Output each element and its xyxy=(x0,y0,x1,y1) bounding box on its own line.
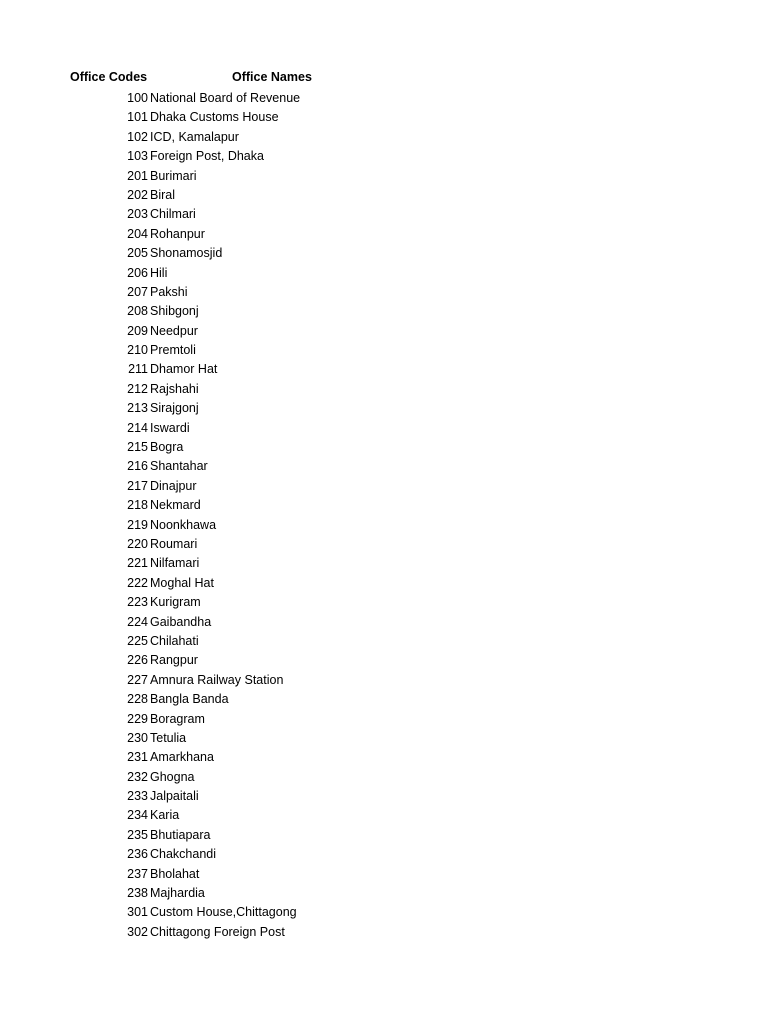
office-name: Hili xyxy=(150,265,168,280)
office-name: Custom House,Chittagong xyxy=(150,905,297,920)
office-name: Shonamosjid xyxy=(150,246,223,261)
table-row xyxy=(0,225,768,244)
office-code: 232 xyxy=(127,769,148,784)
office-code: 217 xyxy=(127,478,148,493)
table-row xyxy=(0,535,768,554)
table-row xyxy=(0,322,768,341)
table-row xyxy=(0,516,768,535)
table-row xyxy=(0,787,768,806)
office-name: Amnura Railway Station xyxy=(150,672,284,687)
table-row xyxy=(0,632,768,651)
office-code: 100 xyxy=(127,91,148,105)
table-row xyxy=(0,768,768,787)
office-code: 233 xyxy=(127,789,148,804)
office-code: 206 xyxy=(127,265,148,280)
office-name: Bogra xyxy=(150,440,184,455)
office-names-header: Office Names xyxy=(232,70,312,84)
office-name: Karia xyxy=(150,808,180,823)
office-name: Chakchandi xyxy=(150,847,217,862)
office-name: Kurigram xyxy=(150,595,201,610)
office-code: 230 xyxy=(127,730,148,745)
office-code: 225 xyxy=(127,633,148,648)
table-row xyxy=(0,457,768,476)
office-name: Noonkhawa xyxy=(150,517,217,532)
office-name: Ghogna xyxy=(150,769,195,784)
table-row xyxy=(0,826,768,845)
office-code: 224 xyxy=(127,614,148,629)
office-name: Bholahat xyxy=(150,866,200,881)
office-name: National Board of Revenue xyxy=(150,91,301,105)
office-name: Gaibandha xyxy=(150,614,212,629)
office-code: 205 xyxy=(127,246,148,261)
table-row xyxy=(0,360,768,379)
office-name: Bhutiapara xyxy=(150,827,211,842)
office-name: Nilfamari xyxy=(150,556,200,571)
table-row xyxy=(0,186,768,205)
office-name: Dinajpur xyxy=(150,478,197,493)
table-row xyxy=(0,884,768,903)
office-code: 103 xyxy=(127,149,148,164)
table-row xyxy=(0,419,768,438)
table-row xyxy=(0,438,768,457)
table-row xyxy=(0,89,768,108)
office-name: Shantahar xyxy=(150,459,208,474)
table-row xyxy=(0,496,768,515)
office-name: Dhaka Customs House xyxy=(150,110,279,125)
table-row xyxy=(0,613,768,632)
office-name: Chittagong Foreign Post xyxy=(150,924,285,939)
table-row xyxy=(0,671,768,690)
table-row xyxy=(0,341,768,360)
table-row xyxy=(0,380,768,399)
office-name: Chilmari xyxy=(150,207,196,222)
office-code: 220 xyxy=(127,536,148,551)
office-code: 207 xyxy=(127,284,148,299)
table-row xyxy=(0,903,768,922)
office-name: Rajshahi xyxy=(150,381,199,396)
office-code: 237 xyxy=(127,866,148,881)
table-row xyxy=(0,167,768,186)
office-list xyxy=(0,89,768,942)
office-code: 211 xyxy=(128,362,148,377)
office-code: 228 xyxy=(127,692,148,707)
office-code: 204 xyxy=(127,226,148,241)
office-code: 210 xyxy=(127,343,148,358)
office-name: Premtoli xyxy=(150,343,196,358)
table-row xyxy=(0,574,768,593)
office-code: 214 xyxy=(127,420,148,435)
table-row xyxy=(0,923,768,942)
office-name: Rohanpur xyxy=(150,226,205,241)
table-row xyxy=(0,865,768,884)
office-code: 102 xyxy=(127,129,148,144)
office-name: Tetulia xyxy=(150,730,187,745)
office-code: 216 xyxy=(127,459,148,474)
office-code: 226 xyxy=(127,653,148,668)
table-row xyxy=(0,147,768,166)
table-row xyxy=(0,690,768,709)
table-row xyxy=(0,554,768,573)
office-code: 238 xyxy=(127,886,148,901)
office-code: 219 xyxy=(127,517,148,532)
office-code: 215 xyxy=(127,440,148,455)
office-name: Foreign Post, Dhaka xyxy=(150,149,264,164)
office-code: 213 xyxy=(127,401,148,416)
table-row xyxy=(0,651,768,670)
office-code: 212 xyxy=(127,381,148,396)
office-name: Roumari xyxy=(150,536,198,551)
office-name: Needpur xyxy=(150,323,198,338)
office-code: 218 xyxy=(127,498,148,513)
office-code: 208 xyxy=(127,304,148,319)
table-row xyxy=(0,302,768,321)
table-row xyxy=(0,729,768,748)
office-code: 202 xyxy=(127,187,148,202)
office-code: 231 xyxy=(127,750,148,765)
office-code: 209 xyxy=(127,323,148,338)
office-code: 234 xyxy=(127,808,148,823)
table-row xyxy=(0,244,768,263)
office-name: Dhamor Hat xyxy=(150,362,218,377)
office-name: Jalpaitali xyxy=(150,789,199,804)
office-name: Burimari xyxy=(150,168,197,183)
office-code: 203 xyxy=(127,207,148,222)
office-name: Nekmard xyxy=(150,498,201,513)
office-name: Boragram xyxy=(150,711,205,726)
office-name: Moghal Hat xyxy=(150,575,214,590)
table-row xyxy=(0,748,768,767)
office-name: ICD, Kamalapur xyxy=(150,129,239,144)
office-code: 101 xyxy=(127,110,148,125)
office-code: 201 xyxy=(127,168,148,183)
office-name: Sirajgonj xyxy=(150,401,199,416)
office-code: 227 xyxy=(127,672,148,687)
table-row xyxy=(0,283,768,302)
office-name: Chilahati xyxy=(150,633,199,648)
office-name: Pakshi xyxy=(150,284,188,299)
table-row xyxy=(0,477,768,496)
office-code: 301 xyxy=(127,905,148,920)
office-name: Bangla Banda xyxy=(150,692,229,707)
table-row xyxy=(0,205,768,224)
office-name: Amarkhana xyxy=(150,750,214,765)
table-row xyxy=(0,806,768,825)
table-row xyxy=(0,264,768,283)
table-row xyxy=(0,108,768,127)
table-row xyxy=(0,845,768,864)
table-row xyxy=(0,710,768,729)
office-code: 235 xyxy=(127,827,148,842)
table-row xyxy=(0,128,768,147)
office-code: 221 xyxy=(127,556,148,571)
office-name: Shibgonj xyxy=(150,304,199,319)
office-code: 222 xyxy=(127,575,148,590)
table-row xyxy=(0,593,768,612)
office-name: Biral xyxy=(150,187,176,202)
table-row xyxy=(0,399,768,418)
office-code: 302 xyxy=(127,924,148,939)
office-codes-header: Office Codes xyxy=(70,70,148,84)
office-name: Rangpur xyxy=(150,653,198,668)
table-header xyxy=(0,70,768,89)
office-name: Majhardia xyxy=(150,886,205,901)
office-code: 223 xyxy=(127,595,148,610)
office-name: Iswardi xyxy=(150,420,190,435)
office-code: 229 xyxy=(127,711,148,726)
office-code: 236 xyxy=(127,847,148,862)
